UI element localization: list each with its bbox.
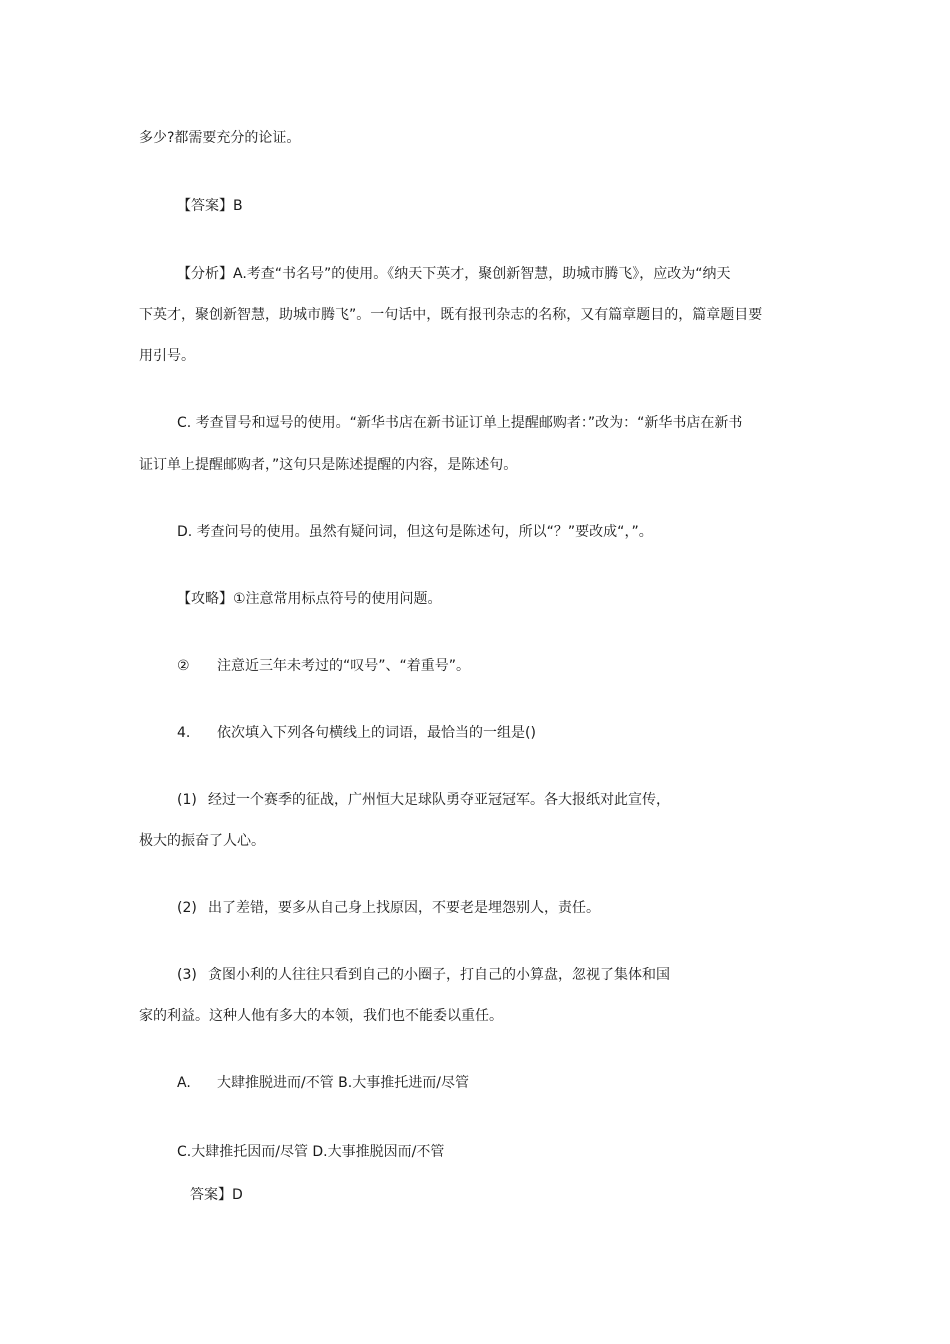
list-item bbox=[177, 656, 470, 676]
sub-question-text: 出了差错，要多从自己身上找原因，不要老是埋怨别人，责任。 bbox=[208, 900, 600, 916]
text-line: 下英才，聚创新智慧，助城市腾飞”。一句话中，既有报刊杂志的名称，又有篇章题目的，篇章题目要 bbox=[139, 307, 763, 323]
text-line: 证订单上提醒邮购者，”这句只是陈述提醒的内容，是陈述句。 bbox=[139, 457, 518, 473]
sub-question-number: (3) bbox=[177, 967, 197, 983]
sub-question bbox=[177, 965, 670, 985]
sub-question bbox=[177, 898, 600, 918]
analysis-d-line: D. 考查问号的使用。虽然有疑问词，但这句是陈述句，所以“？”要改成“，”。 bbox=[177, 524, 653, 540]
sub-question-text: 经过一个赛季的征战，广州恒大足球队勇夺亚冠冠军。各大报纸对此宣传， bbox=[208, 792, 670, 808]
strategy-line: 【攻略】①注意常用标点符号的使用问题。 bbox=[177, 591, 442, 607]
options-line: C.大肆推托因而/尽管 D.大事推脱因而/不管 bbox=[177, 1144, 445, 1160]
text-line: 多少?都需要充分的论证。 bbox=[139, 130, 301, 146]
options-text: 大肆推脱进而/不管 B.大事推托进而/尽管 bbox=[217, 1075, 469, 1091]
sub-question-text: 贪图小利的人往往只看到自己的小圈子，打自己的小算盘，忽视了集体和国 bbox=[208, 967, 670, 983]
sub-question-number: (1) bbox=[177, 792, 197, 808]
text-line: 家的利益。这种人他有多大的本领，我们也不能委以重任。 bbox=[139, 1008, 503, 1024]
analysis-line: 【分析】A.考查“书名号”的使用。《纳天下英才，聚创新智慧，助城市腾飞》，应改为“纳天 bbox=[177, 266, 731, 282]
options-line bbox=[177, 1073, 469, 1093]
option-label: A. bbox=[177, 1075, 191, 1091]
answer-label: 【答案】B bbox=[177, 198, 243, 214]
question-number: 4. bbox=[177, 725, 191, 741]
analysis-c-line: C. 考查冒号和逗号的使用。“新华书店在新书证订单上提醒邮购者：”改为：“新华书店在新书 bbox=[177, 415, 743, 431]
question-line bbox=[177, 723, 536, 743]
answer-label: 答案】D bbox=[190, 1187, 243, 1203]
text-line: 用引号。 bbox=[139, 348, 195, 364]
list-item-text: 注意近三年未考过的“叹号”、“着重号”。 bbox=[217, 658, 471, 674]
sub-question bbox=[177, 790, 670, 810]
question-text: 依次填入下列各句横线上的词语，最恰当的一组是() bbox=[217, 725, 536, 741]
sub-question-number: (2) bbox=[177, 900, 197, 916]
text-line: 极大的振奋了人心。 bbox=[139, 833, 265, 849]
list-marker: ② bbox=[177, 658, 190, 674]
